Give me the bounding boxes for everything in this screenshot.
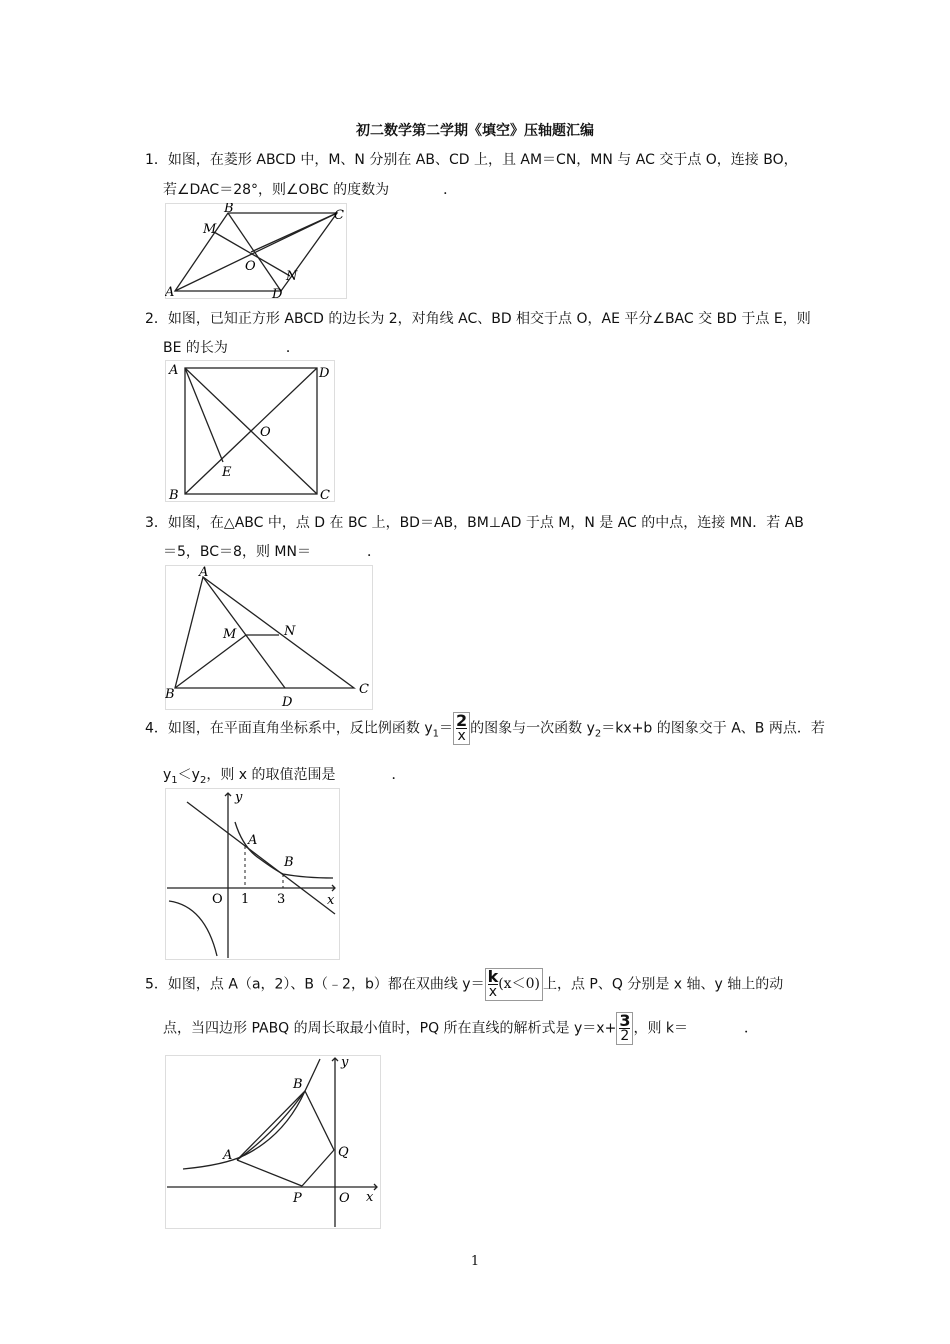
problem-2-line-2 (163, 337, 300, 357)
label-x: x (327, 893, 335, 908)
label-B: B (165, 687, 175, 702)
problem-4-eq: ＝ (439, 720, 454, 737)
problem-4-sub-3: 1 (171, 774, 178, 786)
label-A: A (199, 565, 209, 580)
problem-5-text-b: 上，点 P、Q 分别是 x 轴、y 轴上的动 (542, 976, 784, 993)
problem-5-fraction-2 (616, 1012, 633, 1045)
problem-4-text-f: ，则 x 的取值范围是 (206, 767, 336, 783)
label-B: B (224, 203, 234, 216)
label-N: N (284, 624, 296, 639)
problem-5-text-d: ，则 k＝ (633, 1020, 689, 1037)
label-E: E (222, 465, 232, 480)
fraction-denominator: x (488, 984, 498, 1000)
problem-4-line-1 (145, 712, 825, 745)
label-A: A (223, 1148, 233, 1163)
fraction-denominator: x (457, 728, 466, 744)
problem-1-text-a: ．如图，在菱形 ABCD 中，M、N 分别在 AB、CD 上，且 AM＝CN，MN 与 AC 交于点 O，连接 BO， (153, 152, 798, 168)
page-title: 初二数学第二学期《填空》压轴题汇编 (356, 123, 594, 139)
label-C: C (320, 488, 330, 502)
problem-5-line-1 (145, 968, 783, 1001)
label-D: D (319, 366, 330, 381)
square-diagram (165, 360, 335, 502)
label-N: N (286, 269, 298, 284)
label-B: B (284, 855, 294, 870)
problem-1-tail: ． (443, 182, 458, 198)
problem-3-number: 3 (145, 515, 154, 531)
label-M: M (203, 222, 217, 237)
problem-4-tail: ． (391, 767, 406, 783)
rhombus-diagram (165, 203, 347, 299)
label-D: D (272, 287, 283, 299)
problem-5-line-2 (163, 1012, 758, 1045)
problem-1-text-b: 若∠DAC＝28°，则∠OBC 的度数为 (163, 182, 390, 198)
problem-3-figure (165, 565, 373, 710)
problem-4-text-c: ＝kx+b 的图象交于 A、B 两点．若 (601, 720, 825, 737)
problem-4-sub-2: 2 (594, 728, 602, 740)
problem-1-line-1 (145, 149, 798, 169)
label-Q: Q (338, 1145, 349, 1160)
problem-5-tail: ． (744, 1020, 759, 1037)
problem-3-line-2 (163, 541, 381, 561)
triangle-diagram (165, 565, 373, 710)
problem-2-line-1 (145, 308, 811, 328)
problem-3-line-1 (145, 512, 804, 532)
label-A: A (169, 363, 179, 378)
problem-4-sub-4: 2 (199, 774, 207, 786)
problem-4-figure (165, 788, 340, 960)
hyperbola-diagram (165, 1055, 381, 1229)
problem-4-text-e: ＜y (177, 767, 200, 783)
fraction-numerator: k (487, 967, 499, 986)
problem-1-line-2 (163, 179, 457, 199)
label-O: O (339, 1191, 350, 1206)
problem-4-text-b: 的图象与一次函数 y (470, 720, 595, 737)
fraction-condition: (x＜0) (498, 976, 540, 992)
label-y: y (341, 1055, 349, 1070)
label-O: O (212, 892, 223, 907)
problem-4-line-2 (163, 764, 406, 786)
problem-2-text-a: ．如图，已知正方形 ABCD 的边长为 2，对角线 AC、BD 相交于点 O，AE 平分∠BAC 交 BD 于点 E，则 (153, 311, 811, 327)
page-number: 1 (470, 1254, 480, 1269)
label-B: B (169, 488, 179, 502)
fraction-numerator: 3 (619, 1011, 631, 1030)
problem-5-text-a: ．如图，点 A（a，2）、B（﹣2，b）都在双曲线 y＝ (153, 976, 485, 993)
fraction-denominator: 2 (620, 1028, 630, 1044)
label-O: O (245, 259, 256, 274)
label-A: A (248, 833, 258, 848)
tick-1: 1 (241, 892, 250, 907)
problem-3-text-b: ＝5，BC＝8，则 MN＝ (163, 544, 311, 560)
label-O: O (260, 425, 271, 440)
problem-2-text-b: BE 的长为 (163, 340, 228, 356)
problem-1-figure (165, 203, 347, 299)
problem-5-number: 5 (145, 976, 154, 993)
problem-4-text-a: ．如图，在平面直角坐标系中，反比例函数 y (153, 720, 433, 737)
label-x: x (366, 1190, 374, 1205)
problem-2-tail: ． (285, 340, 300, 356)
label-A: A (165, 285, 175, 299)
problem-2-number: 2 (145, 311, 154, 327)
problem-2-figure (165, 360, 335, 502)
label-B: B (293, 1077, 303, 1092)
fraction-numerator: 2 (456, 711, 468, 730)
problem-1-number: 1 (145, 152, 154, 168)
label-y: y (235, 790, 243, 805)
label-M: M (223, 627, 237, 642)
problem-5-text-c: 点，当四边形 PABQ 的周长取最小值时，PQ 所在直线的解析式是 y＝x+ (163, 1020, 617, 1037)
label-C: C (359, 682, 369, 697)
problem-4-text-d: y (163, 767, 172, 783)
label-D: D (282, 695, 293, 710)
problem-5-figure (165, 1055, 381, 1229)
problem-3-text-a: ．如图，在△ABC 中，点 D 在 BC 上，BD＝AB，BM⊥AD 于点 M，N 是 AC 的中点，连接 MN．若 AB (153, 515, 804, 531)
coordinate-plane-diagram (165, 788, 340, 960)
problem-3-tail: ． (366, 544, 381, 560)
problem-5-fraction (485, 968, 543, 1001)
problem-4-number: 4 (145, 720, 154, 737)
label-P: P (293, 1191, 302, 1206)
problem-4-fraction (453, 712, 470, 745)
label-C: C (334, 208, 344, 223)
tick-3: 3 (277, 892, 286, 907)
problem-4-sub-1: 1 (432, 728, 440, 740)
